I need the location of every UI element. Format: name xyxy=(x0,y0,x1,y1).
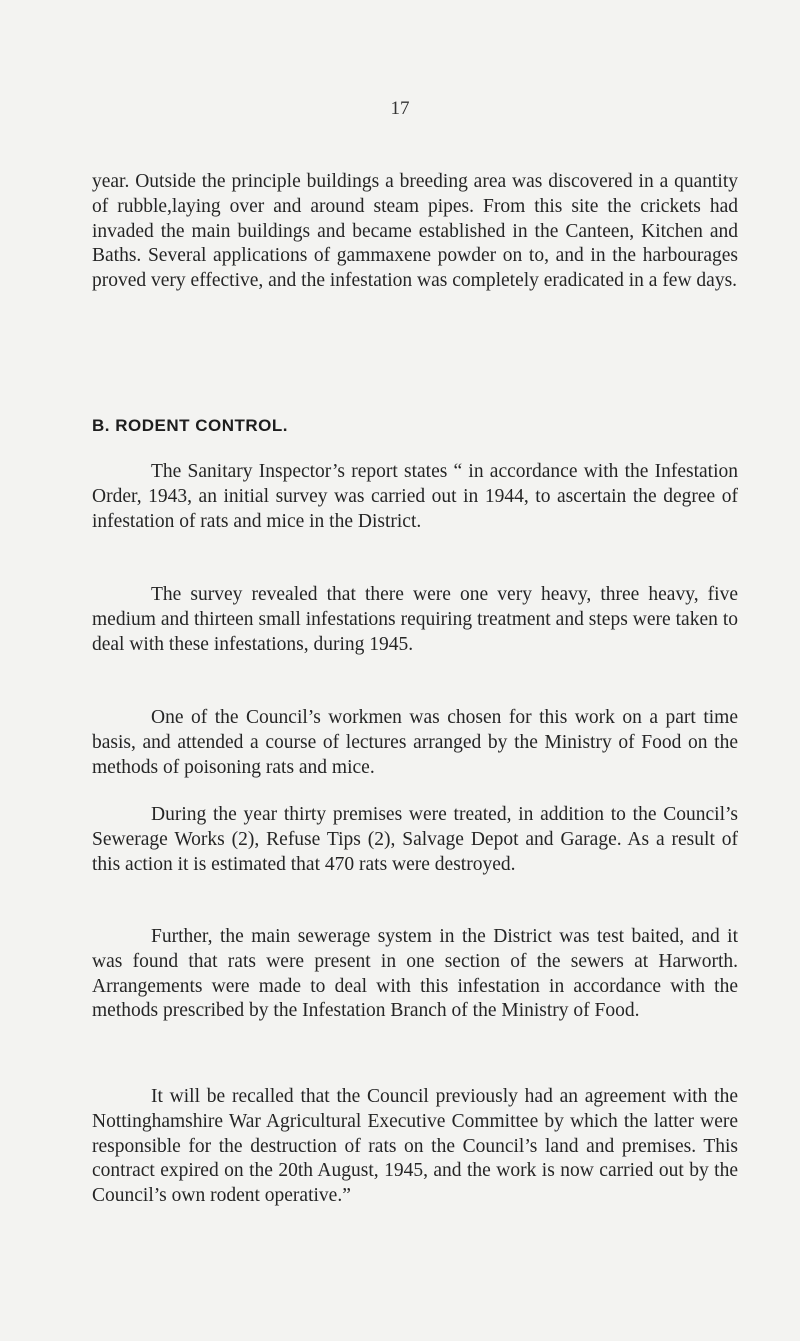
paragraph-sanitary-inspector-report: The Sanitary Inspector’s report states “ in accordance with the Infestation Order, 1943, an initial survey was carried out in 1944, to ascertain the degree of infestation of rats and mice in the District. xyxy=(92,461,738,532)
paragraph-crickets-eradication: year. Outside the principle buildings a breeding area was discovered in a quantity of rubble,laying over and around steam pipes. From this site the crickets had invaded the main buildings and became established in the Canteen, Kitchen and Baths. Several applications of gammaxene powder on to, and in the harbourages proved very effective, and the infestation was completely eradicated in a few days. xyxy=(92,171,738,292)
paragraph-agreement-recalled: It will be recalled that the Council previously had an agreement with the Nottinghamshire War Agricultural Executive Committee by which the latter were responsible for the destruction of rats on the Council’s land and premises. This contract expired on the 20th August, 1945, and the work is now carried out by the Council’s own rodent operative.” xyxy=(92,1086,738,1207)
paragraph-sewerage-test-baiting: Further, the main sewerage system in the District was test baited, and it was found that rats were present in one section of the sewers at Harworth. Arrangements were made to deal with this infestation in accordance with the methods prescribed by the Infestation Branch of the Ministry of Food. xyxy=(92,926,738,1022)
paragraph-workman-chosen: One of the Council’s workmen was chosen for this work on a part time basis, and attended a course of lectures arranged by the Ministry of Food on the methods of poisoning rats and mice. xyxy=(92,707,738,778)
page-number: 17 xyxy=(390,98,410,119)
section-heading-rodent-control: B. RODENT CONTROL. xyxy=(92,416,288,435)
paragraph-premises-treated: During the year thirty premises were treated, in addition to the Council’s Sewerage Works (2), Refuse Tips (2), Salvage Depot and Garage. As a result of this action it is estimated that 470 rats were destroyed. xyxy=(92,804,738,875)
paragraph-survey-results: The survey revealed that there were one very heavy, three heavy, five medium and thirteen small infestations requiring treatment and steps were taken to deal with these infestations, during 1945. xyxy=(92,584,738,655)
